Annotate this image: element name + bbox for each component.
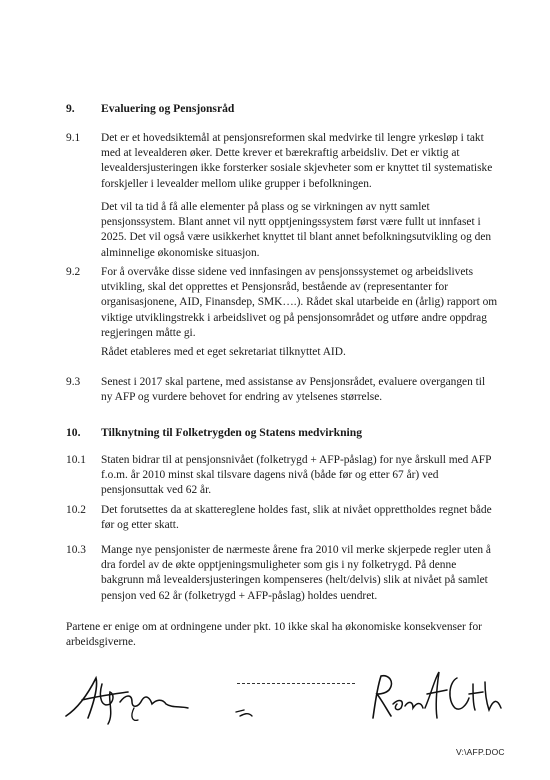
- paragraph: [101, 453, 521, 499]
- text-line: Det forutsettes da at skattereglene holdes fast, slik at nivået opprettholdes regnet både: [101, 504, 492, 516]
- text-line: med at levealderen øker. Dette krever et bærekraftig arbeidsliv. Det er viktig at: [101, 147, 460, 160]
- text-line: pensjon ved 62 år (folketrygd + AFP-påslag) holdes uendret.: [101, 589, 378, 602]
- text-line: regjeringen måtte gi.: [101, 326, 196, 339]
- text-line: før og etter skatt.: [101, 519, 179, 532]
- text-line: f.o.m. år 2010 minst skal tilsvare dagens nivå (både før og etter 67 år) ved: [101, 469, 439, 482]
- text-line: alminnelige økonomiske situasjon.: [101, 246, 260, 259]
- item-number: 10.2: [66, 504, 86, 516]
- section-number: 9.: [66, 102, 75, 115]
- file-reference: V:\AFP.DOC: [456, 747, 505, 757]
- section-number: 10.: [66, 426, 81, 439]
- section-title: Evaluering og Pensjonsråd: [101, 102, 235, 115]
- text-line: levealdersjusteringen ikke forsterker sosiale skjevheter som er knyttet til systematiske: [101, 162, 493, 175]
- text-line: organisasjonene, AID, Finansdep, SMK….). Rådet skal utarbeide en (årlig) rapport om: [101, 296, 498, 309]
- item-number: 10.3: [66, 544, 86, 556]
- section-title: Tilknytning til Folketrygden og Statens medvirkning: [101, 426, 363, 439]
- text-line: Det er et hovedsiktemål at pensjonsreformen skal medvirke til lengre yrkesløp i takt: [101, 132, 484, 144]
- text-line: ny AFP og vurdere behovet for endring av ytelsenes størrelse.: [101, 391, 383, 404]
- text-line: bakgrunn må levealdersjusteringen kompenseres (helt/delvis) slik at nivået på samlet: [101, 574, 488, 587]
- text-line: arbeidsgiverne.: [66, 636, 136, 649]
- item-number: 9.1: [66, 132, 81, 144]
- text-line: Rådet etableres med et eget sekretariat tilknyttet AID.: [101, 346, 346, 358]
- text-line: Senest i 2017 skal partene, med assistanse av Pensjonsrådet, evaluere overgangen til: [101, 376, 486, 388]
- signature-left: [58, 664, 278, 734]
- text-line: forskjeller i levealder mellom ulike grupper i befolkningen.: [101, 177, 372, 190]
- paragraph: [101, 543, 521, 604]
- signature-right: [365, 664, 515, 734]
- text-line: viktige utviklingstrekk i arbeidslivet og på pensjonsområdet og utføre andre oppdrag: [101, 311, 487, 324]
- paragraph: [101, 375, 521, 405]
- text-line: Mange nye pensjonister de nærmeste årene fra 2010 vil merke skjerpede regler uten å: [101, 544, 491, 556]
- signature-line: [237, 683, 355, 684]
- paragraph: [101, 503, 521, 533]
- item-number: 10.1: [66, 454, 86, 466]
- item-number: 9.3: [66, 376, 81, 388]
- paragraph: [101, 265, 521, 341]
- text-line: 2025. Det vil også være usikkerhet knyttet til blant annet befolkningsutvikling og den: [101, 231, 492, 244]
- text-line: pensjonssystem. Blant annet vil nytt opptjeningssystem først være fullt ut innfaset i: [101, 216, 481, 229]
- text-line: dra fordel av de økte opptjeningsmuligheter som gis i ny folketrygd. På denne: [101, 559, 457, 572]
- paragraph: [101, 200, 521, 261]
- text-line: pensjonsuttak ved 62 år.: [101, 484, 212, 497]
- text-line: Det vil ta tid å få alle elementer på plass og se virkningen av nytt samlet: [101, 201, 430, 213]
- item-number: 9.2: [66, 266, 81, 278]
- text-line: Staten bidrar til at pensjonsnivået (folketrygd + AFP-påslag) for nye årskull med AFP: [101, 454, 492, 466]
- text-line: utvikling, skal det opprettes et Pensjonsråd, bestående av (representanter for: [101, 281, 448, 294]
- paragraph: [101, 345, 521, 360]
- paragraph: [101, 131, 521, 192]
- text-line: For å overvåke disse sidene ved innfasingen av pensjonssystemet og arbeidslivets: [101, 266, 474, 278]
- text-line: Partene er enige om at ordningene under pkt. 10 ikke skal ha økonomiske konsekvenser for: [66, 621, 482, 633]
- closing-paragraph: [66, 620, 526, 650]
